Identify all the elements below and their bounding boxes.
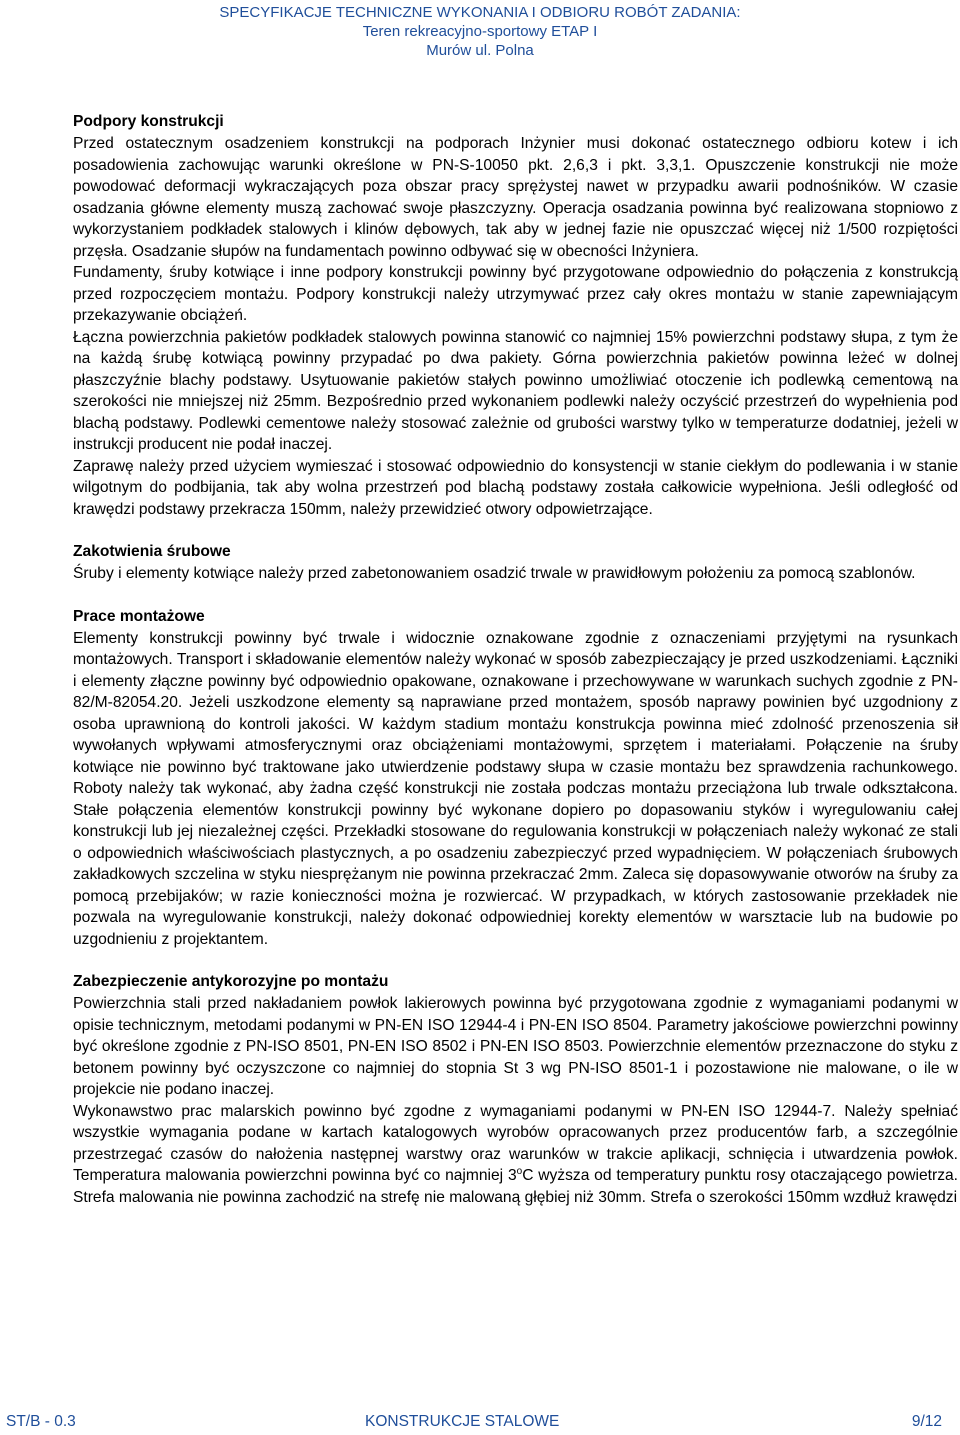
page-header — [0, 3, 960, 60]
header-project: Teren rekreacyjno-sportowy ETAP I — [362, 23, 598, 40]
section-prace-montazowe — [73, 606, 958, 951]
paragraph-last — [73, 1101, 958, 1209]
header-title: SPECYFIKACJE TECHNICZNE WYKONANIA I ODBIORU ROBÓT ZADANIA: — [219, 4, 741, 21]
section-podpory — [73, 111, 958, 520]
paragraph: Łączna powierzchnia pakietów podkładek stalowych powinna stanowić co najmniej 15% powierzchni podstawy słupa, z tym że na każdą śrubę kotwiącą powinny przypadać po dwa pakiety. Górna powierzchnia pakietów powinna leżeć w dolnej płaszczyźnie blachy podstawy. Usytuowanie pakietów stałych powinno umożliwiać otoczenie ich podlewką cementową na szerokości nie mniejszej niż 25mm. Bezpośrednio przed wykonaniem podlewki należy oczyścić przestrzeń do wypełnienia pod blachą podstawy. Podlewki cementowe należy stosować zależnie od grubości warstwy tylko w temperaturze dodatniej, jeżeli w instrukcji producent nie podał inaczej. — [73, 328, 958, 453]
section-heading: Zakotwienia śrubowe — [73, 543, 231, 560]
section-heading: Podpory konstrukcji — [73, 113, 224, 130]
section-heading: Prace montażowe — [73, 607, 205, 625]
paragraph-text: C wyższa od temperatury punktu rosy otaczającego powietrza. Strefa malowania nie powinna zachodzić na strefę nie malowaną głębiej niż 30mm. Strefa o szerokości 150mm wzdłuż krawędzi — [73, 1167, 958, 1206]
document-body — [73, 111, 958, 1208]
paragraph: Zaprawę należy przed użyciem wymieszać i stosować odpowiednio do konsystencji w stanie ciekłym do podlewania i w stanie wilgotnym do podbijania, tak aby wolna przestrzeń pod blachą podstawy została całkowicie wypełniona. Jeśli odległość od krawędzi podstawy przekracza 150mm, należy przewidzieć otwory odpowietrzające. — [73, 457, 958, 518]
paragraph: Przed ostatecznym osadzeniem konstrukcji na podporach Inżynier musi dokonać ostatecznego odbioru kotew i ich posadowienia zachowując warunki określone w PN-S-10050 pkt. 2,6,3 i pkt. 3,3,1. Opuszczenie konstrukcji nie może powodować deformacji wykraczających poza obszar pracy sprężystej nawet w przypadku awarii podnośników. W czasie osadzania główne elementy muszą zachować swoje płaszczyzny. Operacja osadzania powinna być realizowana stopniowo z wykorzystaniem podkładek stalowych i klinów dębowych, tak aby w jednej fazie nie opuszczać więcej niż 1/500 rozpiętości przęsła. Osadzanie słupów na fundamentach powinno odbywać się w obecności Inżyniera. — [73, 135, 958, 260]
section-zabezpieczenie — [73, 971, 958, 1208]
section-zakotwienia — [73, 541, 958, 585]
header-location: Murów ul. Polna — [426, 42, 534, 59]
page-footer — [0, 1413, 960, 1435]
footer-title: KONSTRUKCJE STALOWE — [365, 1413, 560, 1430]
page-number: 9/12 — [911, 1413, 942, 1430]
paragraph: Elementy konstrukcji powinny być trwale i widocznie oznakowane zgodnie z oznaczeniami przyjętymi na rysunkach montażowych. Transport i składowanie elementów należy wykonać w sposób zabezpieczający je przed uszkodzeniami. Łączniki i elementy złączne powinny być odpowiednio opakowane, oznakowane i przechowywane w warunkach suchych zgodnie z PN-82/M-82054.20. Jeżeli uszkodzone elementy są naprawiane przed montażem, sposób naprawy powinien być uzgodniony z osoba uprawnioną do kontroli jakości. W każdym stadium montażu konstrukcja powinna mieć zdolność przenoszenia sił wywołanych wpływami atmosferycznymi oraz obciążeniami montażowymi, sprzętem i materiałami. Połączenie na śruby kotwiące nie powinno być traktowane jako utwierdzenie podstawy słupa w czasie montażu bez sprawdzenia rachunkowego. Roboty należy tak wykonać, aby żadna część konstrukcji nie została podczas montażu przeciążona lub trwale odkształcona. Stałe połączenia elementów konstrukcji powinny być wykonane dopiero po dopasowaniu styków i wyregulowaniu całej konstrukcji lub jej niezależnej części. Przekładki stosowane do regulowania konstrukcji w połączeniach należy wykonać ze stali o odpowiednich właściwościach plastycznych, a po osadzeniu zabezpieczyć przed wypadnięciem. W połączeniach śrubowych zakładkowych szczelina w styku niesprężanym nie powinna przekraczać 2mm. Zaleca się dopasowywanie otworów na śruby za pomocą przebijaków; w razie konieczności można je rozwiercać. W przypadkach, w których zastosowanie przekładek nie pozwala na wyregulowanie konstrukcji, należy dokonać odpowiedniej korekty elementów w warsztacie lub na budowie po uzgodnieniu z projektantem. — [73, 629, 958, 948]
degree-superscript: o — [516, 1165, 523, 1177]
paragraph: Śruby i elementy kotwiące należy przed zabetonowaniem osadzić trwale w prawidłowym położeniu za pomocą szablonów. — [73, 565, 916, 582]
footer-code: ST/B - 0.3 — [6, 1413, 76, 1430]
paragraph: Fundamenty, śruby kotwiące i inne podpory konstrukcji powinny być przygotowane odpowiednio do połączenia z konstrukcją przed rozpoczęciem montażu. Podpory konstrukcji należy utrzymywać przez cały okres montażu w stanie zapewniającym przekazywanie obciążeń. — [73, 264, 958, 324]
section-heading: Zabezpieczenie antykorozyjne po montażu — [73, 973, 389, 990]
paragraph-text: Wykonawstwo prac malarskich powinno być zgodne z wymaganiami podanymi w PN-EN ISO 12944-7. Należy spełniać wszystkie wymagania podane w kartach katalogowych wyrobów opracowanych przez producentów farb, a szczególnie przestrzegać czasów do nałożenia następnej warstwy oraz warunków w trakcie aplikacji, schnięcia i utwardzenia powłok. Temperatura malowania powierzchni powinna być co najmniej 3 — [73, 1102, 958, 1184]
paragraph: Powierzchnia stali przed nakładaniem powłok lakierowych powinna być przygotowana zgodnie z wymaganiami podanymi w opisie technicznym, metodami podanymi w PN-EN ISO 12944-4 i PN-EN ISO 8504. Parametry jakościowe powierzchni powinny być określone zgodnie z PN-ISO 8501, PN-EN ISO 8502 i PN-EN ISO 8503. Powierzchnie elementów przeznaczone do styku z betonem powinny być oczyszczone co najmniej do stopnia St 3 wg PN-ISO 8501-1 i pozostawione nie malowane, o ile w projekcie nie podano inaczej. — [73, 995, 958, 1098]
